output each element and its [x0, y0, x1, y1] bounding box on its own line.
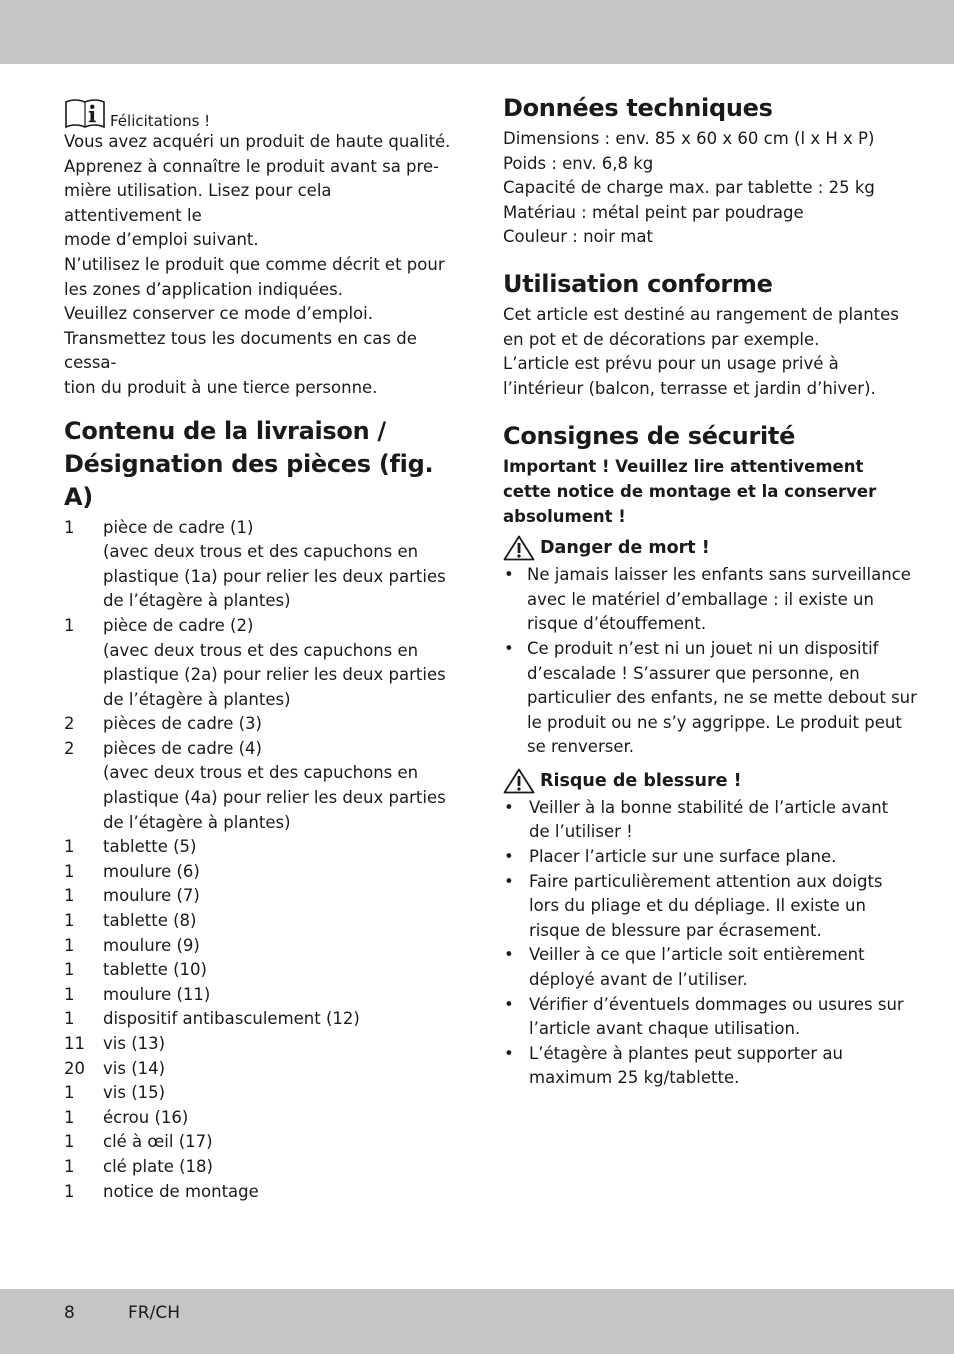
- part-line: de l’étagère à plantes): [103, 689, 291, 709]
- part-description: [103, 712, 454, 737]
- bullet-item: [503, 870, 903, 944]
- bullet-line: Ce produit n’est ni un jouet ni un dispositif: [527, 638, 879, 658]
- bullet-line: Placer l’article sur une surface plane.: [529, 847, 837, 867]
- part-description: [103, 983, 454, 1008]
- bullet-item: [503, 1042, 903, 1091]
- intro-line: Transmettez tous les documents en cas de cessa-: [64, 328, 417, 373]
- usage-heading: Utilisation conforme: [503, 269, 773, 298]
- bullet-dot: •: [504, 1043, 514, 1063]
- part-item: [64, 884, 454, 909]
- part-item: [64, 737, 454, 835]
- part-line: moulure (11): [103, 984, 211, 1004]
- bullet-text: [529, 943, 903, 992]
- danger-list: [503, 563, 917, 760]
- tech-heading: Données techniques: [503, 94, 773, 122]
- part-line: pièces de cadre (4): [103, 738, 262, 758]
- bullet-dot: •: [504, 565, 514, 585]
- bullet-line: maximum 25 kg/tablette.: [529, 1068, 740, 1088]
- usage-line: L’article est prévu pour un usage privé à: [503, 354, 839, 374]
- intro-line: N’utilisez le produit que comme décrit et pour: [64, 254, 445, 274]
- tech-line: Matériau : métal peint par poudrage: [503, 202, 804, 222]
- contents-title-line: Désignation des pièces (fig. A): [64, 449, 434, 511]
- danger-title: Danger de mort !: [540, 538, 710, 559]
- part-line: plastique (1a) pour relier les deux parties: [103, 566, 446, 586]
- language-code: FR/CH: [128, 1303, 180, 1323]
- bullet-dot: •: [504, 797, 514, 817]
- top-bar: [0, 0, 954, 64]
- part-description: [103, 614, 454, 712]
- bullet-dot: •: [504, 638, 514, 658]
- part-line: écrou (16): [103, 1107, 189, 1127]
- part-item: [64, 1057, 454, 1082]
- bullet-item: [503, 563, 911, 637]
- contents-heading: [64, 415, 454, 514]
- bullet-item: [503, 943, 903, 992]
- part-line: plastique (4a) pour relier les deux parties: [103, 788, 446, 808]
- bullet-line: le produit ou ne s’y aggrippe. Le produit peut: [527, 712, 902, 732]
- part-quantity: 1: [64, 1009, 75, 1029]
- part-line: plastique (2a) pour relier les deux parties: [103, 665, 446, 685]
- bullet-line: particulier des enfants, ne se mette debout sur: [527, 688, 917, 708]
- bullet-line: déployé avant de l’utiliser.: [529, 970, 748, 990]
- bullet-line: l’article avant chaque utilisation.: [529, 1019, 801, 1039]
- safety-important: [503, 455, 903, 529]
- part-quantity: 2: [64, 714, 75, 734]
- part-item: [64, 860, 454, 885]
- part-description: [103, 884, 454, 909]
- bullet-line: Veiller à ce que l’article soit entièrement: [529, 945, 865, 965]
- bullet-text: [527, 563, 911, 637]
- part-item: [64, 1130, 454, 1155]
- page-number: 8: [64, 1303, 75, 1323]
- part-description: [103, 1057, 454, 1082]
- injury-list: [503, 796, 903, 1091]
- bullet-item: [503, 796, 903, 845]
- tech-line: Capacité de charge max. par tablette : 25 kg: [503, 178, 875, 198]
- bullet-dot: •: [504, 847, 514, 867]
- bullet-text: [529, 796, 903, 845]
- intro-line: les zones d’application indiquées.: [64, 279, 343, 299]
- part-quantity: 1: [64, 1083, 75, 1103]
- part-description: [103, 516, 454, 614]
- intro-line: Apprenez à connaître le produit avant sa pre-: [64, 156, 440, 176]
- danger-subheading: [503, 533, 903, 563]
- parts-list: [64, 516, 454, 1205]
- part-description: [103, 1007, 454, 1032]
- important-line: Important ! Veuillez lire attentivement: [503, 457, 864, 477]
- part-line: (avec deux trous et des capuchons en: [103, 763, 419, 783]
- part-description: [103, 1081, 454, 1106]
- bullet-text: [529, 993, 904, 1042]
- part-item: [64, 516, 454, 614]
- part-quantity: 1: [64, 1181, 75, 1201]
- bullet-line: Faire particulièrement attention aux doigts: [529, 871, 883, 891]
- bullet-text: [529, 1042, 903, 1091]
- part-quantity: 1: [64, 935, 75, 955]
- bullet-text: [529, 870, 903, 944]
- part-line: notice de montage: [103, 1181, 259, 1201]
- contents-title-line: Contenu de la livraison /: [64, 416, 386, 445]
- part-description: [103, 860, 454, 885]
- part-quantity: 1: [64, 1132, 75, 1152]
- usage-line: Cet article est destiné au rangement de plantes: [503, 304, 899, 324]
- bullet-line: d’escalade ! S’assurer que personne, en: [527, 663, 860, 683]
- part-item: [64, 614, 454, 712]
- part-description: [103, 958, 454, 983]
- part-line: pièces de cadre (3): [103, 714, 262, 734]
- usage-line: l’intérieur (balcon, terrasse et jardin d’hiver).: [503, 378, 876, 398]
- part-line: tablette (10): [103, 960, 207, 980]
- part-quantity: 1: [64, 837, 75, 857]
- bullet-item: [503, 637, 917, 760]
- part-description: [103, 1106, 454, 1131]
- bullet-item: [503, 993, 903, 1042]
- bullet-line: L’étagère à plantes peut supporter au: [529, 1043, 843, 1063]
- part-description: [103, 909, 454, 934]
- part-line: moulure (9): [103, 935, 200, 955]
- important-line: absolument !: [503, 506, 626, 526]
- part-item: [64, 934, 454, 959]
- part-quantity: 20: [64, 1058, 85, 1078]
- bullet-item: [503, 845, 903, 870]
- part-line: (avec deux trous et des capuchons en: [103, 542, 419, 562]
- part-item: [64, 958, 454, 983]
- part-line: de l’étagère à plantes): [103, 812, 291, 832]
- left-column: [64, 92, 454, 1204]
- injury-subheading: [503, 766, 903, 796]
- intro-line: Vous avez acquéri un produit de haute qualité.: [64, 132, 451, 151]
- part-quantity: 1: [64, 615, 75, 635]
- right-column: [503, 92, 917, 1091]
- usage-line: en pot et de décorations par exemple.: [503, 329, 820, 349]
- part-item: [64, 1032, 454, 1057]
- intro-line: mière utilisation. Lisez pour cela attentivement le: [64, 181, 332, 225]
- part-quantity: 1: [64, 861, 75, 881]
- part-line: pièce de cadre (1): [103, 517, 254, 537]
- bullet-line: se renverser.: [527, 737, 634, 757]
- safety-heading: Consignes de sécurité: [503, 422, 796, 451]
- part-quantity: 1: [64, 960, 75, 980]
- part-item: [64, 712, 454, 737]
- part-item: [64, 983, 454, 1008]
- part-description: [103, 835, 454, 860]
- intro-text: [64, 130, 454, 401]
- part-line: moulure (7): [103, 886, 200, 906]
- part-item: [64, 835, 454, 860]
- bullet-dot: •: [504, 871, 514, 891]
- bullet-text: [527, 637, 917, 760]
- tech-line: Dimensions : env. 85 x 60 x 60 cm (l x H x P): [503, 129, 875, 148]
- part-description: [103, 737, 454, 835]
- part-item: [64, 1007, 454, 1032]
- part-line: tablette (8): [103, 911, 197, 931]
- tech-line: Poids : env. 6,8 kg: [503, 153, 654, 173]
- intro-title: Félicitations !: [110, 112, 211, 130]
- bullet-line: risque de blessure par écrasement.: [529, 920, 822, 940]
- part-quantity: 1: [64, 1107, 75, 1127]
- part-line: (avec deux trous et des capuchons en: [103, 640, 419, 660]
- bullet-dot: •: [504, 994, 514, 1014]
- part-line: pièce de cadre (2): [103, 615, 254, 635]
- part-line: tablette (5): [103, 837, 197, 857]
- important-line: cette notice de montage et la conserver: [503, 481, 877, 501]
- part-description: [103, 1130, 454, 1155]
- bullet-line: risque d’étouffement.: [527, 614, 707, 634]
- part-item: [64, 1106, 454, 1131]
- part-quantity: 1: [64, 517, 75, 537]
- bullet-line: Ne jamais laisser les enfants sans surveillance: [527, 565, 911, 585]
- tech-text: [503, 127, 903, 250]
- part-quantity: 1: [64, 1156, 75, 1176]
- part-line: dispositif antibasculement (12): [103, 1009, 360, 1029]
- bullet-text: [529, 845, 903, 870]
- part-quantity: 1: [64, 984, 75, 1004]
- part-quantity: 11: [64, 1034, 85, 1053]
- part-item: [64, 1155, 454, 1180]
- part-line: vis (14): [103, 1058, 166, 1078]
- part-description: [103, 1155, 454, 1180]
- part-quantity: 2: [64, 738, 75, 758]
- intro-header: [64, 92, 454, 130]
- part-description: [103, 1180, 454, 1205]
- part-line: moulure (6): [103, 861, 200, 881]
- part-item: [64, 909, 454, 934]
- part-quantity: 1: [64, 886, 75, 906]
- tech-line: Couleur : noir mat: [503, 227, 653, 247]
- info-book-icon: [64, 98, 106, 130]
- part-line: vis (15): [103, 1083, 166, 1103]
- warning-triangle-icon: [503, 768, 535, 794]
- intro-line: tion du produit à une tierce personne.: [64, 377, 378, 397]
- bullet-dot: •: [504, 945, 514, 965]
- part-line: de l’étagère à plantes): [103, 591, 291, 611]
- bullet-line: de l’utiliser !: [529, 822, 633, 842]
- bullet-line: Veiller à la bonne stabilité de l’article avant: [529, 797, 889, 817]
- part-line: clé plate (18): [103, 1156, 213, 1176]
- usage-text: [503, 303, 903, 401]
- intro-line: mode d’emploi suivant.: [64, 230, 259, 250]
- part-item: [64, 1180, 454, 1205]
- intro-line: Veuillez conserver ce mode d’emploi.: [64, 304, 373, 324]
- bullet-line: Vérifier d’éventuels dommages ou usures sur: [529, 994, 904, 1014]
- part-line: clé à œil (17): [103, 1132, 213, 1152]
- part-description: [103, 1032, 454, 1057]
- injury-title: Risque de blessure !: [540, 770, 742, 791]
- warning-triangle-icon: [503, 535, 535, 561]
- bullet-line: avec le matériel d’emballage : il existe un: [527, 589, 874, 609]
- part-quantity: 1: [64, 911, 75, 931]
- bullet-line: lors du pliage et du dépliage. Il existe un: [529, 896, 866, 916]
- part-description: [103, 934, 454, 959]
- part-line: vis (13): [103, 1034, 166, 1053]
- part-item: [64, 1081, 454, 1106]
